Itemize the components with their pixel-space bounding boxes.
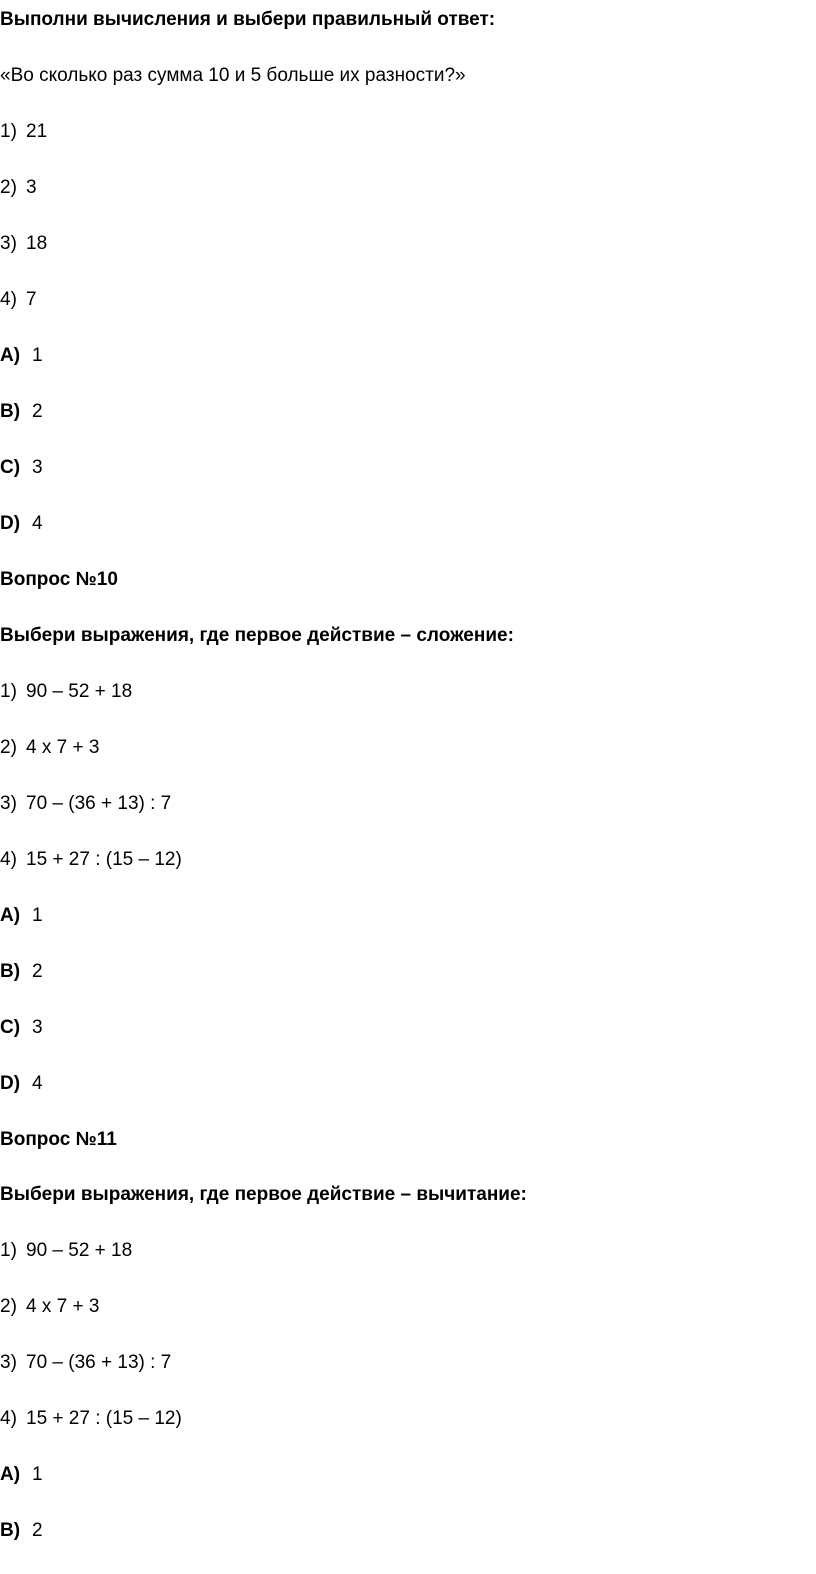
option-number: 1) bbox=[0, 1240, 17, 1261]
q10-answer-a[interactable] bbox=[0, 903, 43, 929]
answer-letter: C) bbox=[0, 1017, 21, 1038]
q9-answer-c[interactable] bbox=[0, 455, 43, 481]
q11-answer-b[interactable] bbox=[0, 1518, 43, 1544]
option-number: 3) bbox=[0, 233, 17, 254]
q10-option-2 bbox=[0, 735, 99, 761]
q10-option-3 bbox=[0, 791, 171, 817]
q9-instruction: Выполни вычисления и выбери правильный ответ: bbox=[0, 9, 496, 30]
option-number: 1) bbox=[0, 681, 17, 702]
q11-option-4 bbox=[0, 1406, 182, 1432]
q10-option-4 bbox=[0, 847, 182, 873]
option-number: 4) bbox=[0, 1408, 17, 1429]
q11-option-1 bbox=[0, 1238, 132, 1264]
option-number: 3) bbox=[0, 793, 17, 814]
option-text: 21 bbox=[26, 121, 48, 142]
answer-letter: A) bbox=[0, 905, 21, 926]
option-text: 15 + 27 : (15 – 12) bbox=[26, 849, 182, 870]
option-number: 4) bbox=[0, 289, 17, 310]
option-number: 3) bbox=[0, 1352, 17, 1373]
answer-text: 3 bbox=[32, 1017, 43, 1038]
answer-letter: B) bbox=[0, 1520, 21, 1541]
option-number: 4) bbox=[0, 849, 17, 870]
option-text: 90 – 52 + 18 bbox=[26, 1240, 133, 1261]
answer-text: 2 bbox=[32, 401, 43, 422]
answer-text: 4 bbox=[32, 513, 43, 534]
q9-option-4 bbox=[0, 287, 37, 313]
answer-text: 1 bbox=[32, 1464, 43, 1485]
option-text: 70 – (36 + 13) : 7 bbox=[26, 793, 172, 814]
q11-title: Вопрос №11 bbox=[0, 1129, 117, 1150]
option-text: 18 bbox=[26, 233, 48, 254]
q9-option-3 bbox=[0, 231, 47, 257]
answer-text: 2 bbox=[32, 1520, 43, 1541]
q9-answer-b[interactable] bbox=[0, 399, 43, 425]
q11-option-2 bbox=[0, 1294, 99, 1320]
q11-option-3 bbox=[0, 1350, 171, 1376]
option-number: 2) bbox=[0, 1296, 17, 1317]
q10-answer-c[interactable] bbox=[0, 1015, 43, 1041]
option-text: 4 х 7 + 3 bbox=[26, 1296, 100, 1317]
answer-text: 1 bbox=[32, 905, 43, 926]
q11-answer-a[interactable] bbox=[0, 1462, 43, 1488]
q11-instruction: Выбери выражения, где первое действие – вычитание: bbox=[0, 1184, 527, 1205]
q9-option-1 bbox=[0, 119, 47, 145]
option-text: 4 х 7 + 3 bbox=[26, 737, 100, 758]
answer-letter: D) bbox=[0, 1073, 21, 1094]
option-text: 3 bbox=[26, 177, 37, 198]
option-text: 70 – (36 + 13) : 7 bbox=[26, 1352, 172, 1373]
option-number: 1) bbox=[0, 121, 17, 142]
option-text: 7 bbox=[26, 289, 37, 310]
q10-answer-b[interactable] bbox=[0, 959, 43, 985]
option-number: 2) bbox=[0, 177, 17, 198]
answer-letter: A) bbox=[0, 1464, 21, 1485]
answer-letter: B) bbox=[0, 961, 21, 982]
q10-answer-d[interactable] bbox=[0, 1071, 43, 1097]
q9-option-2 bbox=[0, 175, 37, 201]
answer-text: 3 bbox=[32, 457, 43, 478]
answer-text: 2 bbox=[32, 961, 43, 982]
q9-answer-a[interactable] bbox=[0, 343, 43, 369]
option-number: 2) bbox=[0, 737, 17, 758]
q9-question: «Во сколько раз сумма 10 и 5 больше их разности?» bbox=[0, 65, 466, 86]
answer-text: 1 bbox=[32, 345, 43, 366]
option-text: 15 + 27 : (15 – 12) bbox=[26, 1408, 182, 1429]
answer-text: 4 bbox=[32, 1073, 43, 1094]
answer-letter: D) bbox=[0, 513, 21, 534]
q10-instruction: Выбери выражения, где первое действие – сложение: bbox=[0, 625, 514, 646]
q10-option-1 bbox=[0, 679, 132, 705]
answer-letter: C) bbox=[0, 457, 21, 478]
q9-answer-d[interactable] bbox=[0, 511, 43, 537]
option-text: 90 – 52 + 18 bbox=[26, 681, 133, 702]
q10-title: Вопрос №10 bbox=[0, 569, 118, 590]
answer-letter: A) bbox=[0, 345, 21, 366]
answer-letter: B) bbox=[0, 401, 21, 422]
